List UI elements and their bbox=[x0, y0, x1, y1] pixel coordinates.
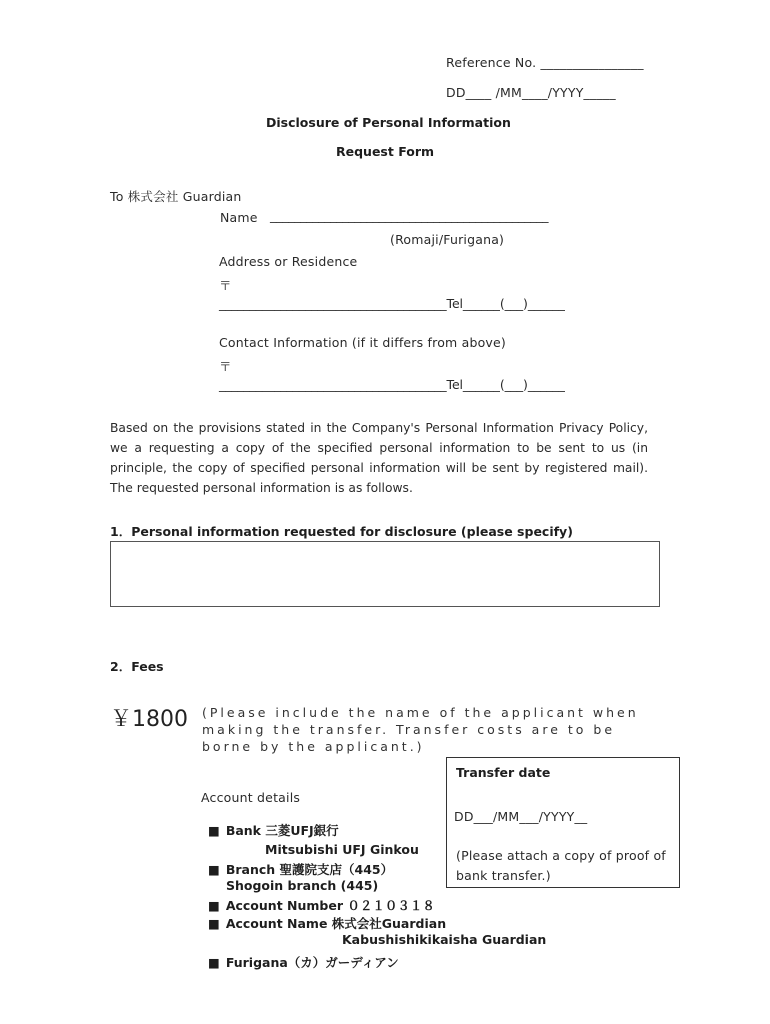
bank-name: ■ Bank 三菱UFJ銀行 bbox=[208, 821, 339, 839]
section2-heading: 2．Fees bbox=[110, 659, 164, 674]
account-furigana: ■ Furigana（カ）ガーディアン bbox=[208, 953, 399, 971]
address-field[interactable]: _____________________________________Tel______(___)______ bbox=[219, 296, 565, 311]
name-field[interactable]: ______________________________________________ bbox=[270, 208, 549, 223]
transfer-date-box[interactable] bbox=[446, 757, 680, 888]
form-date: DD____ /MM____/YYYY_____ bbox=[446, 85, 616, 100]
fee-note: (Please include the name of the applicant when making the transfer. Transfer costs are to be borne by the applicant.) bbox=[202, 705, 639, 754]
fee-amount: ￥1800 bbox=[110, 707, 188, 732]
policy-paragraph: Based on the provisions stated in the Company's Personal Information Privacy Policy, we a requesting a copy of the specified personal information to be sent to us (in principle, the copy of specified personal information will be sent by registered mail). The requested personal information is as follows. bbox=[110, 421, 648, 495]
account-name: ■ Account Name 株式会社Guardian bbox=[208, 914, 446, 932]
section1-heading: 1．Personal information requested for disclosure (please specify) bbox=[110, 524, 573, 539]
bank-name-romaji: Mitsubishi UFJ Ginkou bbox=[265, 842, 419, 857]
recipient: To 株式会社 Guardian bbox=[110, 189, 242, 204]
branch-name: ■ Branch 聖護院支店（445） bbox=[208, 860, 393, 878]
name-note: (Romaji/Furigana) bbox=[390, 232, 505, 247]
contact-postal-mark: 〒 bbox=[219, 359, 232, 374]
name-label: Name bbox=[220, 210, 258, 225]
transfer-note-line2: bank transfer.) bbox=[456, 868, 551, 883]
contact-label: Contact Information (if it differs from above) bbox=[219, 335, 507, 350]
reference-number: Reference No. ________________ bbox=[446, 55, 644, 70]
transfer-note-line1: (Please attach a copy of proof of bbox=[456, 848, 666, 863]
account-name-romaji: Kabushishikikaisha Guardian bbox=[342, 932, 547, 947]
page-subtitle: Request Form bbox=[336, 144, 435, 159]
postal-mark: 〒 bbox=[219, 278, 232, 293]
branch-name-romaji: Shogoin branch (445) bbox=[226, 878, 379, 893]
account-number: ■ Account Number ０２１０３１８ bbox=[208, 896, 435, 914]
transfer-date-field[interactable]: DD___/MM___/YYYY__ bbox=[454, 809, 588, 824]
disclosure-request-box[interactable] bbox=[110, 541, 660, 607]
page-title: Disclosure of Personal Information bbox=[266, 115, 511, 130]
transfer-date-title: Transfer date bbox=[456, 765, 551, 780]
contact-field[interactable]: _____________________________________Tel______(___)______ bbox=[219, 377, 565, 392]
account-details-label: Account details bbox=[201, 790, 301, 805]
address-label: Address or Residence bbox=[219, 254, 358, 269]
